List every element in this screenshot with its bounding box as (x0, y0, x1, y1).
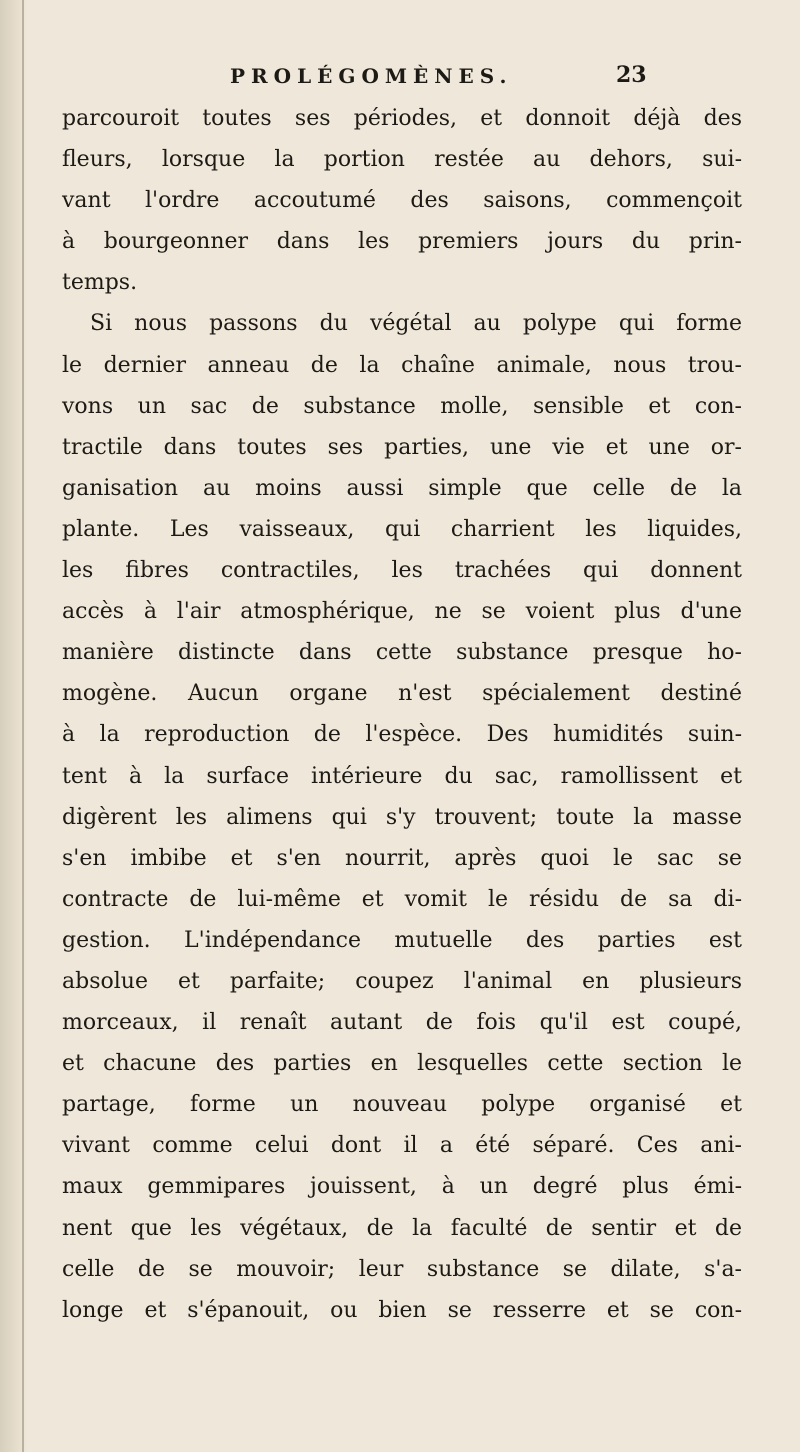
text-line: le dernier anneau de la chaîne animale, nous trou- (62, 352, 742, 378)
text-line: à bourgeonner dans les premiers jours du prin- (62, 229, 742, 255)
text-line: manière distincte dans cette substance presque ho- (62, 640, 742, 666)
text-line: contracte de lui-même et vomit le résidu de sa di- (62, 886, 742, 912)
binding-edge-line (22, 0, 24, 1452)
text-line: vant l'ordre accoutumé des saisons, commençoit (62, 188, 742, 214)
running-title: PROLÉGOMÈNES. (230, 64, 513, 88)
text-line: longe et s'épanouit, ou bien se resserre et se con- (62, 1297, 742, 1323)
text-line: les fibres contractiles, les trachées qui donnent (62, 558, 742, 584)
text-line: tractile dans toutes ses parties, une vie et une or- (62, 434, 742, 460)
text-line: gestion. L'indépendance mutuelle des parties est (62, 927, 742, 953)
page-number: 23 (616, 62, 647, 88)
text-line: s'en imbibe et s'en nourrit, après quoi le sac se (62, 845, 742, 871)
text-line: à la reproduction de l'espèce. Des humidités suin- (62, 722, 742, 748)
text-line: Si nous passons du végétal au polype qui forme (90, 311, 742, 337)
text-line: temps. (62, 270, 138, 296)
text-line: digèrent les alimens qui s'y trouvent; toute la masse (62, 804, 742, 830)
text-line: parcouroit toutes ses périodes, et donnoit déjà des (62, 106, 742, 131)
text-line: nent que les végétaux, de la faculté de sentir et de (62, 1215, 742, 1241)
text-line: vons un sac de substance molle, sensible et con- (62, 393, 742, 419)
text-line: et chacune des parties en lesquelles cette section le (62, 1051, 742, 1077)
text-line: morceaux, il renaît autant de fois qu'il est coupé, (62, 1010, 742, 1036)
text-line: accès à l'air atmosphérique, ne se voient plus d'une (62, 599, 742, 625)
text-line: maux gemmipares jouissent, à un degré plus émi- (62, 1174, 742, 1200)
text-line: tent à la surface intérieure du sac, ramollissent et (62, 763, 742, 789)
text-line: plante. Les vaisseaux, qui charrient les liquides, (62, 516, 742, 542)
text-line: celle de se mouvoir; leur substance se dilate, s'a- (62, 1256, 742, 1282)
text-line: vivant comme celui dont il a été séparé. Ces ani- (62, 1133, 742, 1159)
body-text (62, 98, 742, 1331)
text-line: absolue et parfaite; coupez l'animal en plusieurs (62, 968, 742, 994)
text-line: partage, forme un nouveau polype organisé et (62, 1092, 742, 1118)
text-line: mogène. Aucun organe n'est spécialement destiné (62, 681, 742, 707)
text-line: ganisation au moins aussi simple que celle de la (62, 475, 742, 501)
text-line: fleurs, lorsque la portion restée au dehors, sui- (62, 147, 742, 173)
